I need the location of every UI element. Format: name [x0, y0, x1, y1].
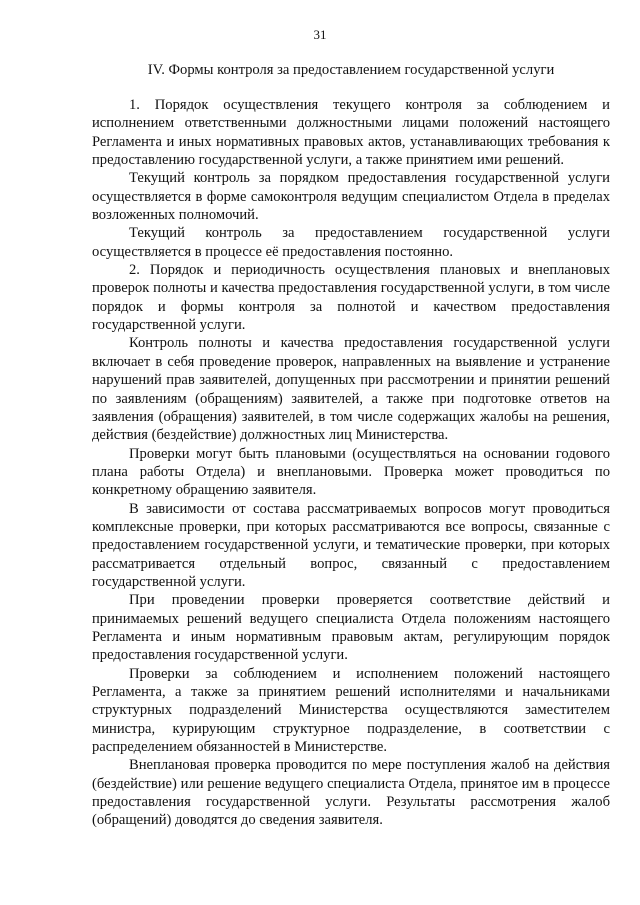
paragraph-3: Текущий контроль за предоставлением государственной услуги осуществляется в процессе её предоставления постоянно. [92, 225, 610, 260]
body-text [92, 96, 610, 830]
paragraph-9: Проверки за соблюдением и исполнением положений настоящего Регламента, а также за принятием решений исполнителями и начальниками структурных подразделений Министерства осуществляются заместителем министра, курирующим структурное подразделение, в соответствии с распределением обязанностей в Министерстве. [92, 665, 610, 756]
section-title: IV. Формы контроля за предоставлением государственной услуги [147, 62, 555, 78]
paragraph-5: Контроль полноты и качества предоставления государственной услуги включает в себя проведение проверок, направленных на выявление и устранение нарушений прав заявителей, допущенных при рассмотрении и принятии решений по заявлениям (обращениям) заявителей, а также при подготовке ответов на заявления (обращения) заявителей, в том числе содержащих жалобы на решения, действия (бездействие) должностных лиц Министерства. [92, 335, 610, 444]
paragraph-8: При проведении проверки проверяется соответствие действий и принимаемых решений ведущего специалиста Отдела положениям настоящего Регламента и иным нормативным правовым актам, регулирующим порядок предоставления государственной услуги. [92, 592, 610, 664]
paragraph-4: 2. Порядок и периодичность осуществления плановых и внеплановых проверок полноты и качества предоставления государственной услуги, в том числе порядок и формы контроля за полнотой и качеством предоставления государственной услуги. [92, 262, 610, 334]
paragraph-6: Проверки могут быть плановыми (осуществляться на основании годового плана работы Отдела) и внеплановыми. Проверка может проводиться по конкретному обращению заявителя. [92, 445, 610, 499]
paragraph-1: 1. Порядок осуществления текущего контроля за соблюдением и исполнением ответственными должностными лицами положений настоящего Регламента и иных нормативных правовых актов, устанавливающих требования к предоставлению государственной услуги, а также принятием ими решений. [92, 97, 610, 169]
paragraph-10: Внеплановая проверка проводится по мере поступления жалоб на действия (бездействие) или решение ведущего специалиста Отдела, принятое им в процессе предоставления государственной услуги. Результаты рассмотрения жалоб (обращений) доводятся до сведения заявителя. [92, 757, 610, 829]
page-number: 31 [313, 27, 327, 42]
paragraph-2: Текущий контроль за порядком предоставления государственной услуги осуществляется в форме самоконтроля ведущим специалистом Отдела в пределах возложенных полномочий. [92, 170, 610, 224]
paragraph-7: В зависимости от состава рассматриваемых вопросов могут проводиться комплексные проверки, при которых рассматриваются все вопросы, связанные с предоставлением государственной услуги, и тематические проверки, при которых рассматривается отдельный вопрос, связанный с предоставлением государственной услуги. [92, 500, 610, 590]
